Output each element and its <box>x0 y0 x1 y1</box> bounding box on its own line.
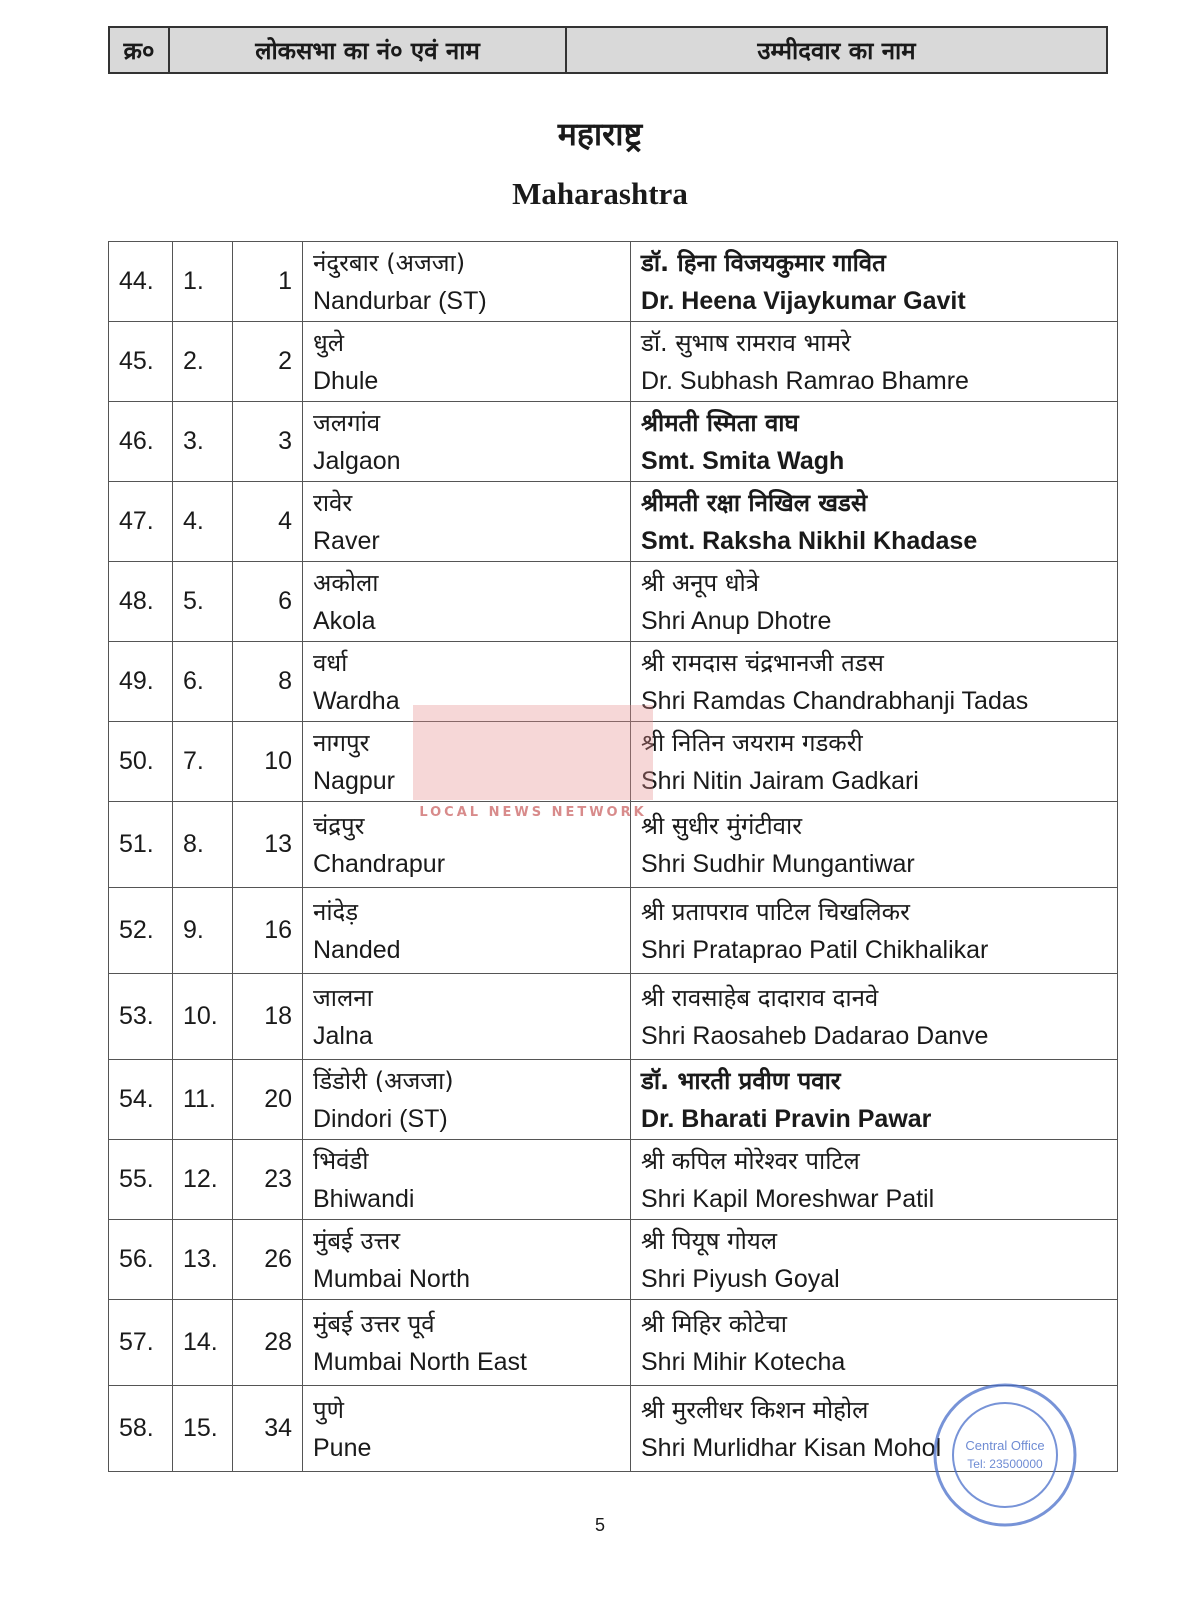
candidate-name-cell <box>631 562 1118 642</box>
constituency-name-hindi: जालना <box>313 983 373 1012</box>
table-row <box>109 1060 1118 1140</box>
serial-number-cell: 58. <box>109 1386 173 1472</box>
state-number-cell: 11. <box>173 1060 233 1140</box>
candidate-name-hindi: डॉ. भारती प्रवीण पवार <box>641 1066 841 1095</box>
constituency-name-english: Nanded <box>313 935 401 964</box>
candidate-name-cell <box>631 322 1118 402</box>
candidate-name-cell <box>631 642 1118 722</box>
constituency-number-cell: 1 <box>233 242 303 322</box>
state-number-cell: 5. <box>173 562 233 642</box>
constituency-number-cell: 10 <box>233 722 303 802</box>
state-number-cell: 12. <box>173 1140 233 1220</box>
candidate-name-hindi: श्रीमती स्मिता वाघ <box>641 408 799 437</box>
serial-number-cell: 44. <box>109 242 173 322</box>
constituency-name-english: Akola <box>313 606 376 635</box>
constituency-name-hindi: नंदुरबार (अजजा) <box>313 248 466 277</box>
state-title-hindi: महाराष्ट्र <box>557 115 643 153</box>
constituency-name-hindi: नांदेड़ <box>313 897 359 926</box>
stamp-tel-text: Tel: 23500000 <box>967 1457 1043 1471</box>
constituency-name-cell <box>303 802 631 888</box>
candidate-name-english: Dr. Subhash Ramrao Bhamre <box>641 366 969 395</box>
constituency-name-cell <box>303 1386 631 1472</box>
party-seal-stamp <box>930 1380 1080 1530</box>
serial-number-cell: 52. <box>109 888 173 974</box>
stamp-office-text: Central Office <box>965 1438 1045 1453</box>
constituency-name-cell <box>303 1300 631 1386</box>
constituency-name-hindi: रावेर <box>313 488 353 517</box>
constituency-number-cell: 20 <box>233 1060 303 1140</box>
candidate-name-hindi: श्री रामदास चंद्रभानजी तडस <box>641 648 884 677</box>
constituency-number-cell: 34 <box>233 1386 303 1472</box>
candidate-name-cell <box>631 974 1118 1060</box>
constituency-name-cell <box>303 482 631 562</box>
state-number-cell: 2. <box>173 322 233 402</box>
table-row <box>109 482 1118 562</box>
constituency-name-english: Jalna <box>313 1021 373 1050</box>
state-number-cell: 1. <box>173 242 233 322</box>
constituency-name-hindi: मुंबई उत्तर पूर्व <box>313 1309 435 1338</box>
constituency-number-cell: 4 <box>233 482 303 562</box>
candidate-name-english: Shri Kapil Moreshwar Patil <box>641 1184 935 1213</box>
candidate-name-hindi: श्री सुधीर मुंगंटीवार <box>641 811 803 840</box>
constituency-name-english: Nandurbar (ST) <box>313 286 487 315</box>
constituency-name-english: Dindori (ST) <box>313 1104 448 1133</box>
constituency-number-cell: 6 <box>233 562 303 642</box>
candidate-name-english: Dr. Heena Vijaykumar Gavit <box>641 286 966 315</box>
table-row <box>109 402 1118 482</box>
constituency-number-cell: 8 <box>233 642 303 722</box>
candidate-name-hindi: श्री मुरलीधर किशन मोहोल <box>641 1395 869 1424</box>
candidate-name-hindi: डॉ. हिना विजयकुमार गावित <box>641 248 886 277</box>
constituency-number-cell: 28 <box>233 1300 303 1386</box>
constituency-name-cell <box>303 974 631 1060</box>
state-number-cell: 4. <box>173 482 233 562</box>
serial-number-cell: 47. <box>109 482 173 562</box>
candidate-name-hindi: श्री मिहिर कोटेचा <box>641 1309 788 1338</box>
constituency-name-cell <box>303 1060 631 1140</box>
candidate-name-english: Shri Nitin Jairam Gadkari <box>641 766 919 795</box>
candidate-name-english: Shri Piyush Goyal <box>641 1264 840 1293</box>
constituency-name-cell <box>303 642 631 722</box>
table-row <box>109 802 1118 888</box>
candidate-name-hindi: श्री अनूप धोत्रे <box>641 568 759 597</box>
constituency-name-english: Mumbai North <box>313 1264 470 1293</box>
constituency-name-english: Jalgaon <box>313 446 401 475</box>
constituency-name-hindi: चंद्रपुर <box>313 811 365 840</box>
serial-number-cell: 50. <box>109 722 173 802</box>
state-number-cell: 3. <box>173 402 233 482</box>
candidate-name-hindi: डॉ. सुभाष रामराव भामरे <box>641 328 851 357</box>
constituency-number-cell: 2 <box>233 322 303 402</box>
constituency-number-cell: 26 <box>233 1220 303 1300</box>
table-row <box>109 1300 1118 1386</box>
serial-number-cell: 57. <box>109 1300 173 1386</box>
candidate-table <box>108 241 1118 1472</box>
candidate-name-english: Smt. Raksha Nikhil Khadase <box>641 526 978 555</box>
state-number-cell: 7. <box>173 722 233 802</box>
candidate-name-english: Dr. Bharati Pravin Pawar <box>641 1104 932 1133</box>
constituency-name-cell <box>303 242 631 322</box>
constituency-name-hindi: वर्धा <box>313 648 348 677</box>
candidate-name-english: Shri Sudhir Mungantiwar <box>641 849 915 878</box>
serial-number-cell: 45. <box>109 322 173 402</box>
constituency-name-cell <box>303 402 631 482</box>
table-row <box>109 242 1118 322</box>
candidate-table-body <box>109 242 1118 1472</box>
constituency-name-english: Mumbai North East <box>313 1347 527 1376</box>
constituency-name-hindi: नागपुर <box>313 728 370 757</box>
constituency-name-cell <box>303 1220 631 1300</box>
table-row <box>109 722 1118 802</box>
constituency-number-cell: 3 <box>233 402 303 482</box>
constituency-name-cell <box>303 722 631 802</box>
constituency-name-hindi: धुले <box>313 328 345 357</box>
constituency-name-cell <box>303 562 631 642</box>
constituency-name-hindi: अकोला <box>313 568 379 597</box>
candidate-name-english: Smt. Smita Wagh <box>641 446 845 475</box>
serial-number-cell: 53. <box>109 974 173 1060</box>
candidate-name-cell <box>631 1220 1118 1300</box>
watermark-text: LOCAL NEWS NETWORK <box>419 805 647 820</box>
state-number-cell: 8. <box>173 802 233 888</box>
table-row <box>109 1220 1118 1300</box>
constituency-name-english: Wardha <box>313 686 400 715</box>
state-number-cell: 13. <box>173 1220 233 1300</box>
candidate-name-english: Shri Raosaheb Dadarao Danve <box>641 1021 989 1050</box>
candidate-name-hindi: श्रीमती रक्षा निखिल खडसे <box>641 488 868 517</box>
constituency-name-english: Bhiwandi <box>313 1184 415 1213</box>
constituency-name-hindi: पुणे <box>313 1395 344 1424</box>
table-row <box>109 322 1118 402</box>
table-row <box>109 562 1118 642</box>
constituency-name-english: Chandrapur <box>313 849 446 878</box>
serial-number-cell: 46. <box>109 402 173 482</box>
candidate-name-cell <box>631 1300 1118 1386</box>
constituency-name-english: Dhule <box>313 366 379 395</box>
candidate-name-english: Shri Mihir Kotecha <box>641 1347 846 1376</box>
candidate-name-english: Shri Ramdas Chandrabhanji Tadas <box>641 686 1029 715</box>
table-row <box>109 888 1118 974</box>
candidate-name-hindi: श्री पियूष गोयल <box>641 1226 778 1255</box>
constituency-number-cell: 23 <box>233 1140 303 1220</box>
constituency-name-english: Nagpur <box>313 766 395 795</box>
constituency-name-cell <box>303 888 631 974</box>
column-header-table <box>108 26 1108 74</box>
constituency-name-cell <box>303 322 631 402</box>
table-row <box>109 1140 1118 1220</box>
page-number: 5 <box>594 1515 605 1535</box>
candidate-name-cell <box>631 1140 1118 1220</box>
candidate-name-hindi: श्री रावसाहेब दादाराव दानवे <box>641 983 879 1012</box>
state-number-cell: 6. <box>173 642 233 722</box>
candidate-name-cell <box>631 888 1118 974</box>
serial-number-cell: 55. <box>109 1140 173 1220</box>
state-number-cell: 10. <box>173 974 233 1060</box>
candidate-name-cell <box>631 802 1118 888</box>
serial-number-cell: 48. <box>109 562 173 642</box>
state-number-cell: 9. <box>173 888 233 974</box>
constituency-number-cell: 13 <box>233 802 303 888</box>
header-serial-number: क्र० <box>109 27 169 73</box>
candidate-name-hindi: श्री प्रतापराव पाटिल चिखलिकर <box>641 897 910 926</box>
constituency-name-cell <box>303 1140 631 1220</box>
candidate-name-english: Shri Murlidhar Kisan Mohol <box>641 1433 942 1462</box>
candidate-name-cell <box>631 482 1118 562</box>
candidate-name-cell <box>631 242 1118 322</box>
candidate-name-cell <box>631 402 1118 482</box>
constituency-number-cell: 16 <box>233 888 303 974</box>
constituency-name-english: Raver <box>313 526 380 555</box>
candidate-name-english: Shri Prataprao Patil Chikhalikar <box>641 935 989 964</box>
candidate-name-cell <box>631 722 1118 802</box>
constituency-name-hindi: मुंबई उत्तर <box>313 1226 401 1255</box>
table-row <box>109 642 1118 722</box>
state-number-cell: 14. <box>173 1300 233 1386</box>
constituency-number-cell: 18 <box>233 974 303 1060</box>
constituency-name-hindi: भिवंडी <box>313 1146 369 1175</box>
table-row <box>109 974 1118 1060</box>
constituency-name-hindi: डिंडोरी (अजजा) <box>313 1066 454 1095</box>
constituency-name-english: Pune <box>313 1433 372 1462</box>
constituency-name-hindi: जलगांव <box>313 408 381 437</box>
candidate-name-english: Shri Anup Dhotre <box>641 606 832 635</box>
state-title-english: Maharashtra <box>512 176 688 211</box>
header-constituency: लोकसभा का नं० एवं नाम <box>169 27 566 73</box>
serial-number-cell: 49. <box>109 642 173 722</box>
header-candidate: उम्मीदवार का नाम <box>566 27 1107 73</box>
candidate-name-hindi: श्री नितिन जयराम गडकरी <box>641 728 863 757</box>
serial-number-cell: 56. <box>109 1220 173 1300</box>
candidate-name-hindi: श्री कपिल मोरेश्वर पाटिल <box>641 1146 860 1175</box>
serial-number-cell: 54. <box>109 1060 173 1140</box>
state-number-cell: 15. <box>173 1386 233 1472</box>
serial-number-cell: 51. <box>109 802 173 888</box>
candidate-name-cell <box>631 1060 1118 1140</box>
